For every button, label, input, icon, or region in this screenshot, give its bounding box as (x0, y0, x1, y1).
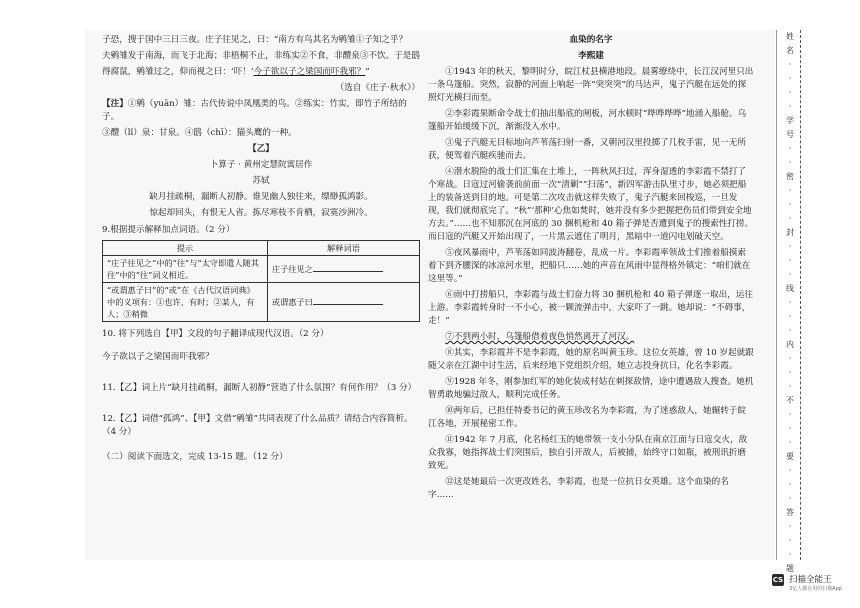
binding-char: · (788, 214, 792, 223)
binding-char: · (788, 242, 792, 251)
article-author: 李熙建 (578, 51, 604, 61)
binding-char: 要 (786, 452, 794, 461)
binding-char: · (788, 382, 792, 391)
table-cell: “庄子往见之”中的“往”与“太守即遣人随其往”中的“往”词义相近。 (103, 256, 268, 283)
binding-char: · (788, 326, 792, 335)
binding-char: 号 (786, 130, 794, 139)
scanner-tagline: 3亿人都在用的扫描App (789, 586, 842, 592)
binding-char: 封 (786, 228, 794, 237)
article-paragraph: ⑦不到两小时，乌篷船借着夜色悄然离开了河汉。 (445, 332, 635, 342)
poem-title: 卜算子 · 黄州定慧院寓居作 (209, 160, 313, 170)
scanner-logo-icon: CS (772, 576, 784, 584)
answer-prompt: 庄子往见之 (271, 264, 313, 274)
binding-char: · (788, 74, 792, 83)
binding-char: · (788, 270, 792, 279)
binding-char: · (788, 368, 792, 377)
binding-char: · (788, 200, 792, 209)
table-header: 提示 (103, 241, 268, 256)
binding-char: · (788, 88, 792, 97)
binding-char: 线 (786, 284, 794, 293)
poem-line: 缺月挂疏桐，漏断人初静。谁见幽人独往来，缥缈孤鸿影。 (149, 192, 373, 202)
note-line: ③醴（lǐ）泉：甘泉。④鸱（chī）：猫头鹰的一种。 (102, 128, 297, 138)
binding-char: · (788, 480, 792, 489)
note-line (102, 98, 420, 124)
poem-line: 惊起却回头，有恨无人省。拣尽寒枝不肯栖，寂寞沙洲冷。 (149, 208, 373, 218)
binding-char: · (788, 424, 792, 433)
answer-blank[interactable] (313, 263, 383, 272)
underlined-sentence: 今子欲以子之梁国而吓我邪？ (253, 67, 366, 77)
binding-char: · (788, 60, 792, 69)
binding-char: 学 (786, 116, 794, 125)
cut-line (800, 30, 801, 560)
poem-author: 苏轼 (252, 176, 270, 186)
passage-text: 得腐鼠，鹓雏过之，仰而视之曰：‘吓！’ (102, 67, 254, 77)
right-column (428, 34, 754, 505)
binding-char: · (788, 438, 792, 447)
answer-blank[interactable] (313, 296, 383, 305)
answer-prompt: 或谓惠子曰 (271, 297, 313, 307)
question-10: 10. 将下列选自【甲】文段的句子翻译成现代汉语。（2 分） (102, 329, 329, 339)
table-header: 解释词语 (267, 241, 419, 256)
binding-char: 内 (786, 340, 794, 349)
scanner-brand: 扫描全能王 (789, 575, 832, 585)
article-paragraph: ①1943 年的秋天，黎明时分，皖江杖县横港地段。晨雾缭绕中，长江汉河里只出一条乌篷船。突然，寂静的河面上响起一阵“突突突”的马达声，鬼子汽艇在远处的探照灯光横扫而至。 (428, 67, 754, 103)
article-paragraph: ④潜水脱险的战士们汇集在土堆上，一阵秋风扫过，浑身湿透的李彩霞不禁打了个寒战。日寇过河偷袭前前面一次“清剿”“扫荡”，新四军游击队里寸步，她必须把船上的装备送到目的地。可是第二次攻击就这样失败了，鬼子汽艇来回梭巡，一旦发现，我们就彻底完了。“秋”‘那种’心焦如焚时，她并没有多少把握把伤员们带到安全地方去。”……也不知那沉在河底的 30 捆机枪和 40 箱子弹是否遭到鬼子的搜索性打捞。而日寇的汽艇又开始出现了，一片黑云遮住了明月，黑暗中一道闪电划破天空。 (428, 167, 754, 242)
note-text: ①鹓（yuān）雏：古代传说中凤凰类的鸟。②练实：竹实，即竹子所结的子。 (102, 99, 407, 122)
article-paragraph: ③鬼子汽艇无目标地向芦苇荡扫射一番，又朝河汉里投掷了几枚手雷，见一无所获，便驾着汽艇疾驰而去。 (428, 138, 746, 161)
binding-char: 姓 (786, 32, 794, 41)
section-label: 【乙】 (248, 144, 274, 154)
question-10-sentence: 今子欲以子之梁国而吓我邪？ (102, 352, 214, 362)
question-12: 12.【乙】词借“孤鸿”、【甲】文借“鹓雏”共同表现了什么品质？请结合内容简析。（4 分） (102, 414, 413, 437)
article-paragraph: ⑩两年后，已担任特委书记的黄玉珍改名为李彩霞，为了迷惑敌人，她辗转于皖江各地，开展秘密工作。 (428, 406, 746, 429)
question-13: （二）阅读下面选文，完成 13-15 题。（12 分） (102, 452, 288, 462)
table-row (103, 283, 420, 322)
question-9: 9.根据提示解释加点词语。（2 分） (102, 225, 235, 235)
passage-line: 夫鹓雏发于南海，而飞于北海；非梧桐不止，非练实②不食，非醴泉③不饮。于是鸱 (102, 51, 420, 61)
binding-char: · (788, 536, 792, 545)
binding-char: · (788, 354, 792, 363)
binding-char: · (788, 144, 792, 153)
binding-char: · (788, 102, 792, 111)
passage-line (102, 66, 420, 79)
binding-char: · (788, 522, 792, 531)
binding-char: 答 (786, 508, 794, 517)
article-title: 血染的名字 (569, 35, 613, 45)
binding-char: · (788, 186, 792, 195)
binding-char: 名 (786, 46, 794, 55)
binding-char: · (788, 550, 792, 559)
table-cell[interactable] (267, 256, 419, 283)
article-paragraph: ⑤夜风暴雨中，芦苇荡如同波涛翻卷，乱成一片。李彩霞率领战士们推着船摸索着下到齐腰深的冰凉河水里，把船只……她的声音在风雨中显得格外镇定：“咱们就在这里等。” (428, 248, 751, 284)
binding-char: 题 (786, 564, 794, 573)
article-paragraph: ⑪1942 年 7 月底，化名杨红玉的她带领一支小分队在南京江面与日寇交火，敌众我寡，她指挥战士们突围后，独自引开敌人，后被捕，始终守口如瓶，被刑讯折磨致死。 (428, 435, 748, 471)
article-paragraph: ⑥雨中打捞船只，李彩霞与战士们奋力将 30 捆机枪和 40 箱子弹逐一取出，运往上游。李彩霞转身时一不小心，被一颗流弹击中，大家吓了一跳。她却说：“不碍事，走！” (428, 290, 753, 326)
passage-source: （选自《庄子·秋水》） (335, 83, 420, 93)
question-9-table (102, 240, 420, 322)
binding-char: 不 (786, 396, 794, 405)
binding-char: · (788, 298, 792, 307)
table-row (103, 256, 420, 283)
binding-char: · (788, 312, 792, 321)
article-paragraph: ⑫这是她最后一次更改姓名，李彩霞，也是一位抗日女英雄。这个血染的名字…… (428, 477, 729, 500)
left-column (102, 34, 420, 467)
table-cell: “或谓惠子曰”的“或”在《古代汉语词典》中的义项有：①也许、有时；②某人，有人；③稍微 (103, 283, 268, 322)
binding-char: · (788, 410, 792, 419)
table-cell[interactable] (267, 283, 419, 322)
binding-char: · (788, 256, 792, 265)
article-paragraph: ②李彩霞果断命令战士们抽出船底的闸板，河水顿时“哗哗哗哗”地涌入船舱。乌篷船开始缓缓下沉，渐渐没入水中。 (428, 109, 747, 132)
binding-char: · (788, 494, 792, 503)
question-11: 11.【乙】词上片“缺月挂疏桐，漏断人初静”营造了什么氛围？有何作用？（3 分） (102, 383, 417, 393)
binding-char: · (788, 466, 792, 475)
passage-text: ” (365, 67, 370, 77)
binding-char: 密 (786, 172, 794, 181)
note-head: 【注】 (102, 99, 128, 109)
article-paragraph: ⑨1928 年冬，刚参加红军的她化装成村姑在刺探敌情，途中遭遇敌人搜查。她机智勇敢地骗过敌人，顺利完成任务。 (428, 377, 754, 400)
binding-border (776, 30, 777, 560)
article-paragraph: ⑧其实，李彩霞并不是李彩霞，她的原名叫黄玉珍。这位女英雄，曾 10 岁起就跟随父亲在江湖中讨生活，后来经地下党组织介绍，她立志投身抗日，化名李彩霞。 (428, 348, 754, 371)
binding-char: · (788, 158, 792, 167)
passage-line: 子恐，搜于国中三日三夜。庄子往见之，曰：“南方有鸟其名为鹓雏①子知之乎？ (102, 35, 408, 45)
binding-margin (780, 30, 800, 573)
